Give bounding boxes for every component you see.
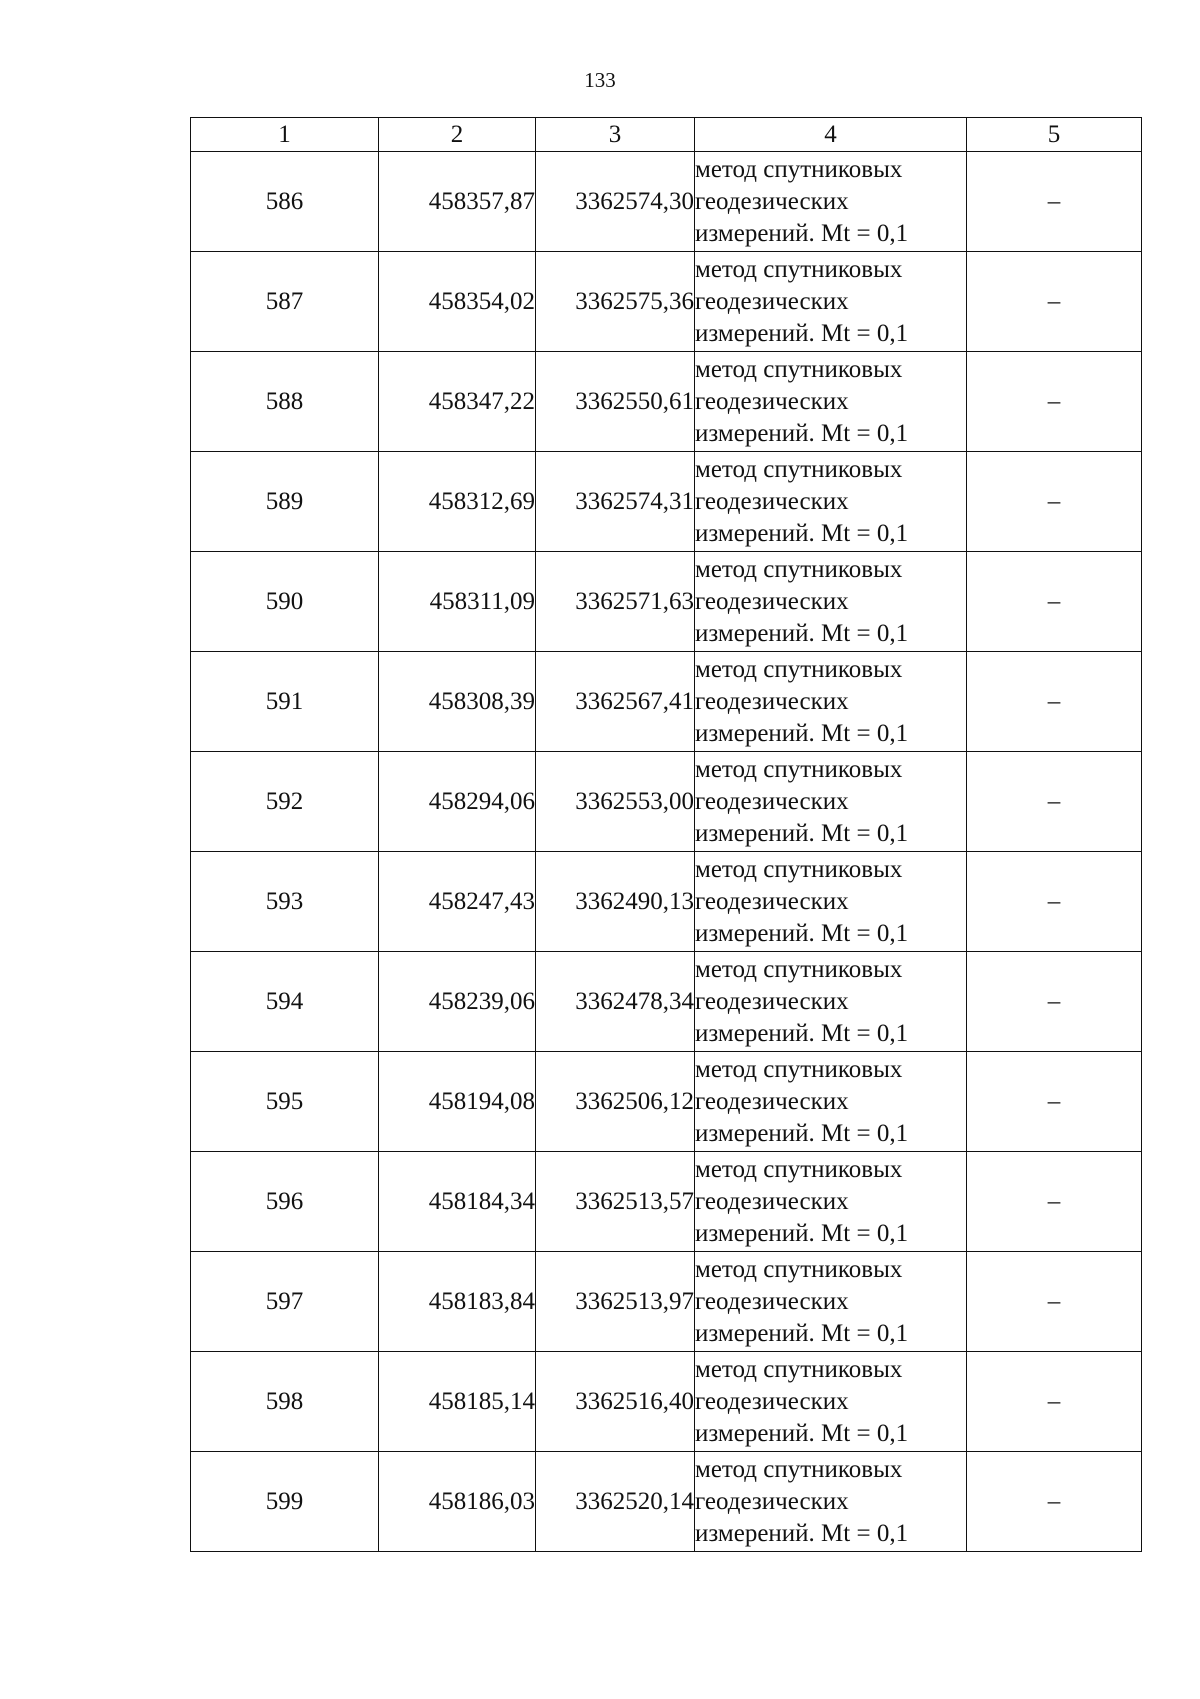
table-row [191, 352, 1142, 452]
note-cell: – [967, 152, 1142, 252]
column-header-5: 5 [967, 118, 1142, 152]
x-coordinate-cell: 458294,06 [379, 752, 536, 852]
point-number-cell: 591 [191, 652, 379, 752]
note-cell: – [967, 852, 1142, 952]
x-coordinate-cell: 458308,39 [379, 652, 536, 752]
y-coordinate-cell: 3362575,36 [536, 252, 695, 352]
y-coordinate-cell: 3362520,14 [536, 1452, 695, 1552]
note-cell: – [967, 252, 1142, 352]
note-cell: – [967, 1152, 1142, 1252]
x-coordinate-cell: 458354,02 [379, 252, 536, 352]
point-number-cell: 588 [191, 352, 379, 452]
method-cell: метод спутниковых геодезических измерений. Mt = 0,1 [695, 852, 967, 952]
method-cell: метод спутниковых геодезических измерений. Mt = 0,1 [695, 1052, 967, 1152]
column-header-4: 4 [695, 118, 967, 152]
method-cell: метод спутниковых геодезических измерений. Mt = 0,1 [695, 352, 967, 452]
note-cell: – [967, 1452, 1142, 1552]
note-cell: – [967, 752, 1142, 852]
table-row [191, 652, 1142, 752]
x-coordinate-cell: 458194,08 [379, 1052, 536, 1152]
point-number-cell: 598 [191, 1352, 379, 1452]
y-coordinate-cell: 3362553,00 [536, 752, 695, 852]
note-cell: – [967, 1352, 1142, 1452]
method-cell: метод спутниковых геодезических измерений. Mt = 0,1 [695, 652, 967, 752]
table-header-row [191, 118, 1142, 152]
note-cell: – [967, 552, 1142, 652]
method-cell: метод спутниковых геодезических измерений. Mt = 0,1 [695, 1352, 967, 1452]
point-number-cell: 590 [191, 552, 379, 652]
table-row [191, 1152, 1142, 1252]
table-row [191, 1252, 1142, 1352]
method-cell: метод спутниковых геодезических измерений. Mt = 0,1 [695, 1152, 967, 1252]
coordinates-table [190, 117, 1142, 1552]
x-coordinate-cell: 458347,22 [379, 352, 536, 452]
y-coordinate-cell: 3362516,40 [536, 1352, 695, 1452]
method-cell: метод спутниковых геодезических измерений. Mt = 0,1 [695, 1252, 967, 1352]
point-number-cell: 596 [191, 1152, 379, 1252]
point-number-cell: 593 [191, 852, 379, 952]
y-coordinate-cell: 3362567,41 [536, 652, 695, 752]
column-header-3: 3 [536, 118, 695, 152]
table-row [191, 752, 1142, 852]
y-coordinate-cell: 3362490,13 [536, 852, 695, 952]
table-row [191, 1352, 1142, 1452]
x-coordinate-cell: 458311,09 [379, 552, 536, 652]
note-cell: – [967, 352, 1142, 452]
point-number-cell: 589 [191, 452, 379, 552]
point-number-cell: 597 [191, 1252, 379, 1352]
x-coordinate-cell: 458185,14 [379, 1352, 536, 1452]
y-coordinate-cell: 3362478,34 [536, 952, 695, 1052]
table-row [191, 252, 1142, 352]
method-cell: метод спутниковых геодезических измерений. Mt = 0,1 [695, 952, 967, 1052]
method-cell: метод спутниковых геодезических измерений. Mt = 0,1 [695, 1452, 967, 1552]
x-coordinate-cell: 458312,69 [379, 452, 536, 552]
y-coordinate-cell: 3362550,61 [536, 352, 695, 452]
y-coordinate-cell: 3362574,31 [536, 452, 695, 552]
method-cell: метод спутниковых геодезических измерений. Mt = 0,1 [695, 452, 967, 552]
y-coordinate-cell: 3362513,97 [536, 1252, 695, 1352]
method-cell: метод спутниковых геодезических измерений. Mt = 0,1 [695, 552, 967, 652]
table-row [191, 152, 1142, 252]
method-cell: метод спутниковых геодезических измерений. Mt = 0,1 [695, 152, 967, 252]
method-cell: метод спутниковых геодезических измерений. Mt = 0,1 [695, 752, 967, 852]
column-header-1: 1 [191, 118, 379, 152]
table-row [191, 852, 1142, 952]
table-row [191, 1052, 1142, 1152]
point-number-cell: 592 [191, 752, 379, 852]
note-cell: – [967, 452, 1142, 552]
point-number-cell: 586 [191, 152, 379, 252]
x-coordinate-cell: 458183,84 [379, 1252, 536, 1352]
note-cell: – [967, 952, 1142, 1052]
point-number-cell: 594 [191, 952, 379, 1052]
note-cell: – [967, 1252, 1142, 1352]
x-coordinate-cell: 458239,06 [379, 952, 536, 1052]
table-row [191, 452, 1142, 552]
y-coordinate-cell: 3362506,12 [536, 1052, 695, 1152]
column-header-2: 2 [379, 118, 536, 152]
table-body [191, 152, 1142, 1552]
point-number-cell: 595 [191, 1052, 379, 1152]
x-coordinate-cell: 458186,03 [379, 1452, 536, 1552]
method-cell: метод спутниковых геодезических измерений. Mt = 0,1 [695, 252, 967, 352]
y-coordinate-cell: 3362513,57 [536, 1152, 695, 1252]
x-coordinate-cell: 458247,43 [379, 852, 536, 952]
page-number: 133 [584, 68, 616, 92]
note-cell: – [967, 652, 1142, 752]
point-number-cell: 599 [191, 1452, 379, 1552]
table-row [191, 952, 1142, 1052]
point-number-cell: 587 [191, 252, 379, 352]
x-coordinate-cell: 458184,34 [379, 1152, 536, 1252]
table-row [191, 552, 1142, 652]
y-coordinate-cell: 3362574,30 [536, 152, 695, 252]
x-coordinate-cell: 458357,87 [379, 152, 536, 252]
note-cell: – [967, 1052, 1142, 1152]
table-row [191, 1452, 1142, 1552]
y-coordinate-cell: 3362571,63 [536, 552, 695, 652]
